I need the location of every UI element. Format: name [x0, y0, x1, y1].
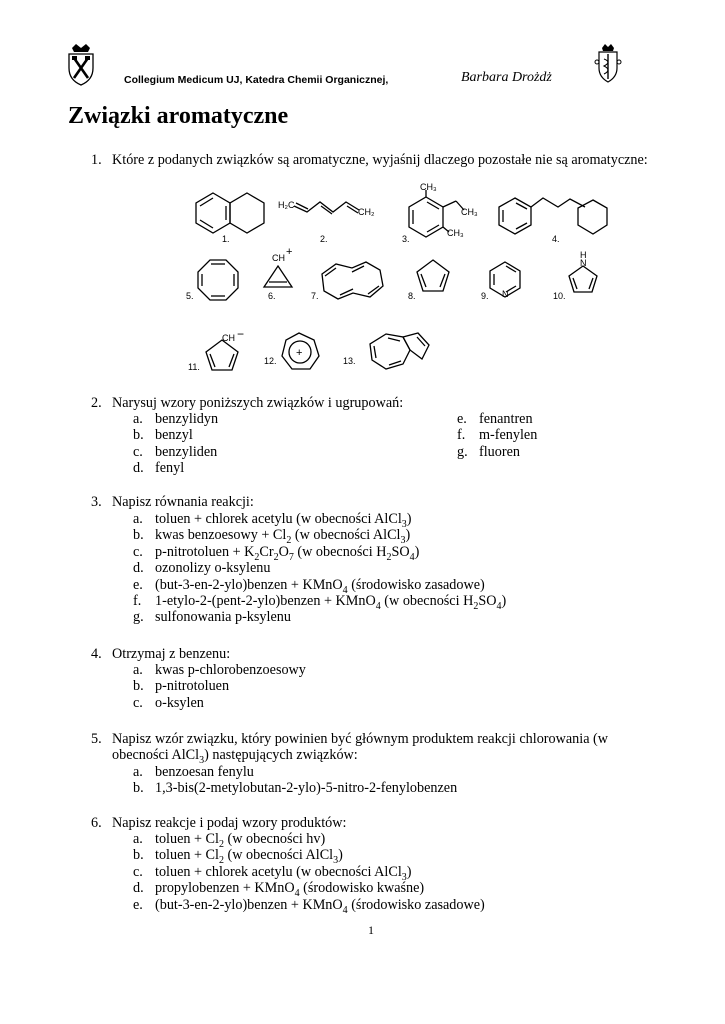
structure-label: 1.	[222, 234, 230, 244]
structure-1-tetralin	[196, 193, 264, 233]
structure-label: 5.	[186, 291, 194, 301]
question-number: 1.	[91, 152, 102, 168]
list-item-text: o-ksylen	[155, 694, 204, 711]
list-item	[133, 831, 326, 850]
list-item	[133, 527, 411, 547]
list-item-letter: b.	[133, 678, 144, 695]
list-item	[133, 780, 457, 796]
list-item-letter: b.	[133, 780, 144, 797]
list-item	[133, 576, 485, 596]
list-item	[133, 695, 204, 711]
atom-label: H₂C	[278, 200, 295, 210]
list-item-letter: a.	[133, 764, 143, 780]
list-item	[133, 411, 218, 427]
list-item-text: 1-etylo-2-(pent-2-ylo)benzen + KMnO$_4$ (w obecności $H_2SO_4$)	[155, 593, 507, 612]
list-item	[457, 411, 533, 427]
list-item	[133, 880, 425, 900]
structure-13-azulene	[370, 333, 429, 369]
list-item-text: fluoren	[479, 443, 520, 460]
list-item-letter: f.	[457, 427, 466, 444]
list-item	[133, 764, 254, 780]
list-item-text: kwas benzoesowy + $Cl_2$ (w obecności AlCl$_3$)	[155, 527, 411, 547]
question-number: 3.	[91, 494, 102, 510]
list-item-letter: b.	[133, 527, 144, 544]
list-item-text: (but-3-en-2-ylo)benzen + KMnO$_4$ (środowisko zasadowe)	[155, 576, 485, 596]
atom-label: N	[502, 289, 509, 299]
list-item-text: sulfonowania p-ksylenu	[155, 609, 291, 626]
structure-label: 9.	[481, 291, 489, 301]
list-item-text: benzylidyn	[155, 411, 219, 427]
structure-5-cyclooctatetraene	[198, 260, 238, 300]
list-item-text: toluen + chlorek acetylu (w obecności AlCl$_3$)	[155, 863, 412, 883]
list-item-text: fenyl	[155, 460, 185, 477]
structure-10-pyrrole	[569, 266, 597, 292]
atom-label: CH₃	[420, 182, 437, 192]
list-item	[133, 593, 507, 612]
list-item	[133, 511, 412, 530]
list-item-letter: g.	[133, 609, 144, 626]
page-number: 1	[368, 923, 374, 937]
structure-4-phenylpropylcyclohexane	[499, 198, 607, 234]
list-item-letter: a.	[133, 511, 143, 527]
list-item-text: fenantren	[479, 411, 533, 427]
list-item-text: p-nitrotoluen + $K_2Cr_2O_7$ (w obecności $H_2SO_4$)	[155, 543, 420, 563]
list-item-letter: e.	[457, 411, 467, 427]
list-item-letter: b.	[133, 427, 144, 444]
question-text: Napisz wzór związku, który powinien być głównym produktem reakcji chlorowania (w	[112, 731, 609, 747]
atom-label: N	[580, 258, 587, 268]
list-item-text: (but-3-en-2-ylo)benzen + KMnO$_4$ (środowisko zasadowe)	[155, 896, 485, 916]
list-item-text: benzyl	[155, 427, 193, 444]
list-item	[133, 678, 229, 694]
structure-label: 13.	[343, 356, 356, 366]
atom-label: −	[237, 327, 245, 341]
list-item-letter: c.	[133, 443, 143, 460]
atom-label: CH₃	[461, 207, 478, 217]
question-text: Otrzymaj z benzenu:	[112, 646, 231, 662]
list-item-text: propylobenzen + KMnO$_4$ (środowisko kwaśne)	[155, 880, 425, 900]
list-item-letter: d.	[133, 560, 144, 577]
list-item	[133, 543, 420, 563]
list-item-text: toluen + $Cl_2$ (w obecności AlCl$_3$)	[155, 847, 343, 867]
structure-label: 4.	[552, 234, 560, 244]
question-number: 4.	[91, 646, 102, 662]
list-item	[133, 460, 184, 476]
list-item-text: p-nitrotoluen	[155, 678, 230, 695]
author-name: Barbara Drożdż	[461, 70, 552, 85]
aromatic-structures-figure	[180, 180, 620, 380]
structure-label: 3.	[402, 234, 410, 244]
question-number: 2.	[91, 395, 102, 411]
list-item-letter: g.	[457, 443, 468, 460]
atom-label: CH	[272, 253, 285, 263]
atom-label: H	[580, 250, 587, 260]
list-item	[133, 560, 270, 576]
list-item	[133, 662, 306, 678]
list-item	[133, 847, 343, 867]
list-item-letter: e.	[133, 896, 143, 913]
question-text-line2: obecności AlCl$_3$) następujących związków:	[112, 747, 358, 766]
list-item-text: 1,3-bis(2-metylobutan-2-ylo)-5-nitro-2-fenylobenzen	[155, 780, 458, 797]
structure-11-cyclopentadienyl-anion	[206, 340, 238, 370]
list-item	[133, 444, 217, 460]
institution-header: Collegium Medicum UJ, Katedra Chemii Organicznej,	[124, 74, 389, 86]
atom-label: CH	[222, 333, 235, 343]
list-item	[457, 427, 537, 443]
list-item-letter: d.	[133, 880, 144, 897]
atom-label: CH₂	[358, 207, 375, 217]
structure-label: 11.	[188, 362, 200, 372]
structure-label: 6.	[268, 291, 276, 301]
list-item	[133, 427, 193, 443]
medical-crest-logo	[594, 42, 622, 84]
list-item	[133, 863, 412, 883]
question-text: Napisz reakcje i podaj wzory produktów:	[112, 815, 347, 831]
list-item-letter: a.	[133, 411, 143, 427]
list-item-text: benzoesan fenylu	[155, 764, 254, 780]
structure-label: 7.	[311, 291, 319, 301]
list-item-text: kwas p-chlorobenzoesowy	[155, 662, 306, 678]
question-number: 6.	[91, 815, 102, 831]
structure-6-cyclopropenyl-cation	[264, 266, 292, 287]
list-item-letter: f.	[133, 593, 142, 609]
list-item-letter: b.	[133, 847, 144, 864]
list-item-letter: a.	[133, 831, 143, 847]
structure-2-hexatriene	[294, 202, 359, 214]
structure-label: 12.	[264, 356, 277, 366]
structure-label: 10.	[553, 291, 566, 301]
list-item-text: ozonolizy o-ksylenu	[155, 560, 271, 577]
list-item-text: benzyliden	[155, 443, 218, 460]
list-item-text: m-fenylen	[479, 427, 538, 444]
atom-label: +	[286, 246, 293, 258]
list-item-letter: e.	[133, 576, 143, 593]
list-item-letter: a.	[133, 662, 143, 678]
structure-7-annulene	[322, 262, 383, 299]
question-text: Napisz równania reakcji:	[112, 494, 254, 510]
question-text: Narysuj wzory poniższych związków i ugrupowań:	[112, 395, 404, 411]
list-item-text: toluen + $Cl_2$ (w obecności hv)	[155, 831, 326, 850]
question-number: 5.	[91, 731, 102, 747]
list-item-text: toluen + chlorek acetylu (w obecności AlCl$_3$)	[155, 511, 412, 530]
list-item	[133, 896, 485, 916]
list-item-letter: c.	[133, 863, 143, 880]
list-item	[457, 444, 520, 460]
list-item-letter: c.	[133, 543, 143, 560]
structure-8-cyclopentadiene	[417, 260, 449, 291]
page-title: Związki aromatyczne	[68, 103, 289, 129]
atom-label: CH₃	[447, 228, 464, 238]
list-item	[133, 609, 291, 625]
atom-label: +	[296, 347, 303, 359]
question-text: Które z podanych związków są aromatyczne, wyjaśnij dlaczego pozostałe nie są aromatyczne:	[112, 152, 648, 168]
university-crest-logo	[64, 42, 98, 86]
structure-label: 8.	[408, 291, 416, 301]
list-item-letter: d.	[133, 460, 144, 477]
structure-label: 2.	[320, 234, 328, 244]
list-item-letter: c.	[133, 694, 143, 711]
